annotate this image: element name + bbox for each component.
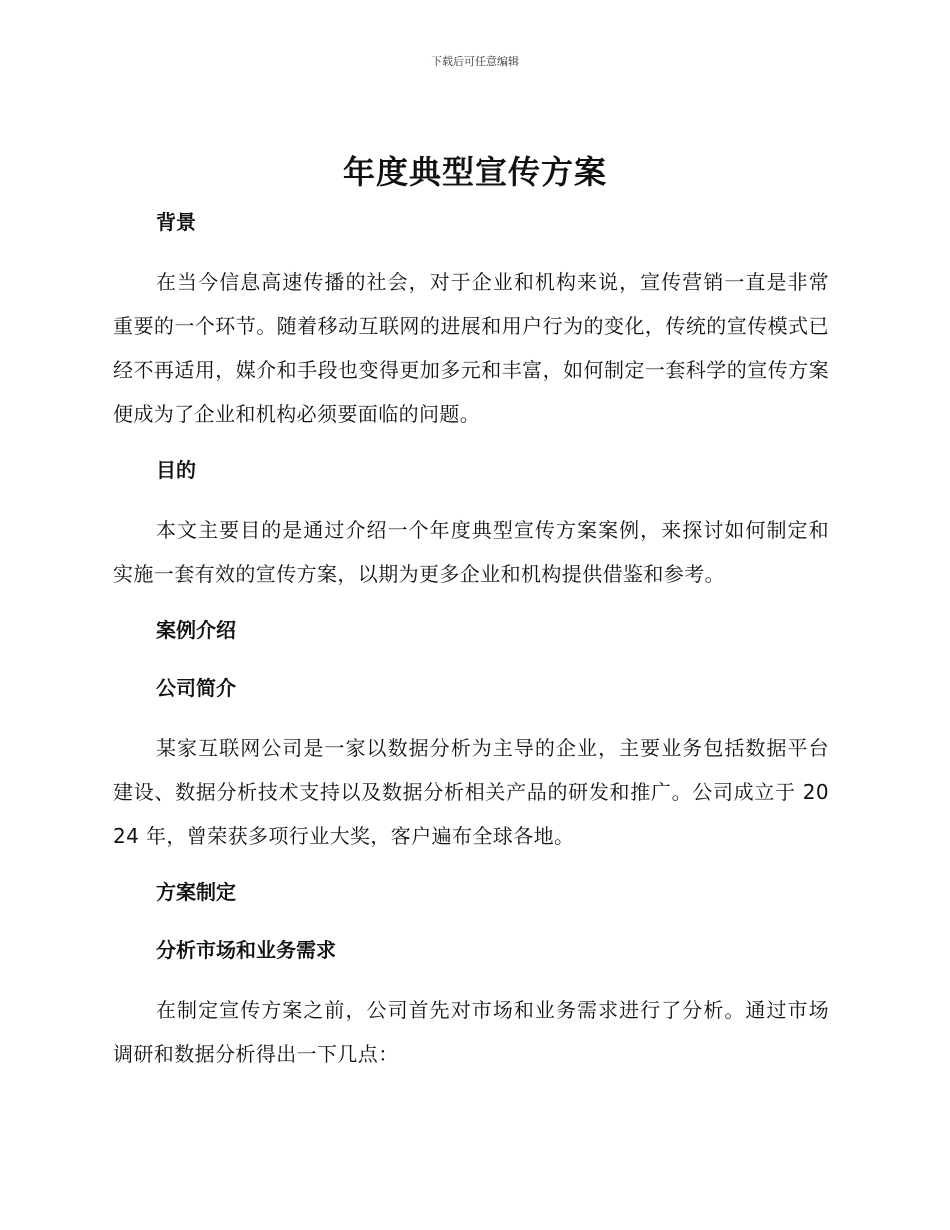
- paragraph-analysis: 在制定宣传方案之前，公司首先对市场和业务需求进行了分析。通过市场调研和数据分析得出一下几点：: [113, 998, 829, 1066]
- paragraph-company: 某家互联网公司是一家以数据分析为主导的企业，主要业务包括数据平台建设、数据分析技术支持以及数据分析相关产品的研发和推广。公司成立于 2024 年，曾荣获多项行业大奖，客户遍布全球各地。: [113, 736, 829, 848]
- document-title: 年度典型宣传方案: [342, 153, 607, 191]
- page-header-note: 下载后可任意编辑: [431, 55, 519, 68]
- document-body: [113, 202, 829, 1090]
- section-heading-plan: 方案制定: [156, 880, 236, 904]
- section-heading-company: 公司简介: [156, 676, 236, 700]
- paragraph-background: 在当今信息高速传播的社会，对于企业和机构来说，宣传营销一直是非常重要的一个环节。随着移动互联网的进展和用户行为的变化，传统的宣传模式已经不再适用，媒介和手段也变得更加多元和丰富，如何制定一套科学的宣传方案便成为了企业和机构必须要面临的问题。: [113, 270, 829, 426]
- section-heading-background: 背景: [156, 210, 196, 234]
- section-heading-case: 案例介绍: [156, 618, 236, 642]
- paragraph-purpose: 本文主要目的是通过介绍一个年度典型宣传方案案例，来探讨如何制定和实施一套有效的宣传方案，以期为更多企业和机构提供借鉴和参考。: [113, 518, 829, 586]
- section-heading-purpose: 目的: [156, 458, 196, 482]
- section-heading-analysis: 分析市场和业务需求: [156, 938, 336, 962]
